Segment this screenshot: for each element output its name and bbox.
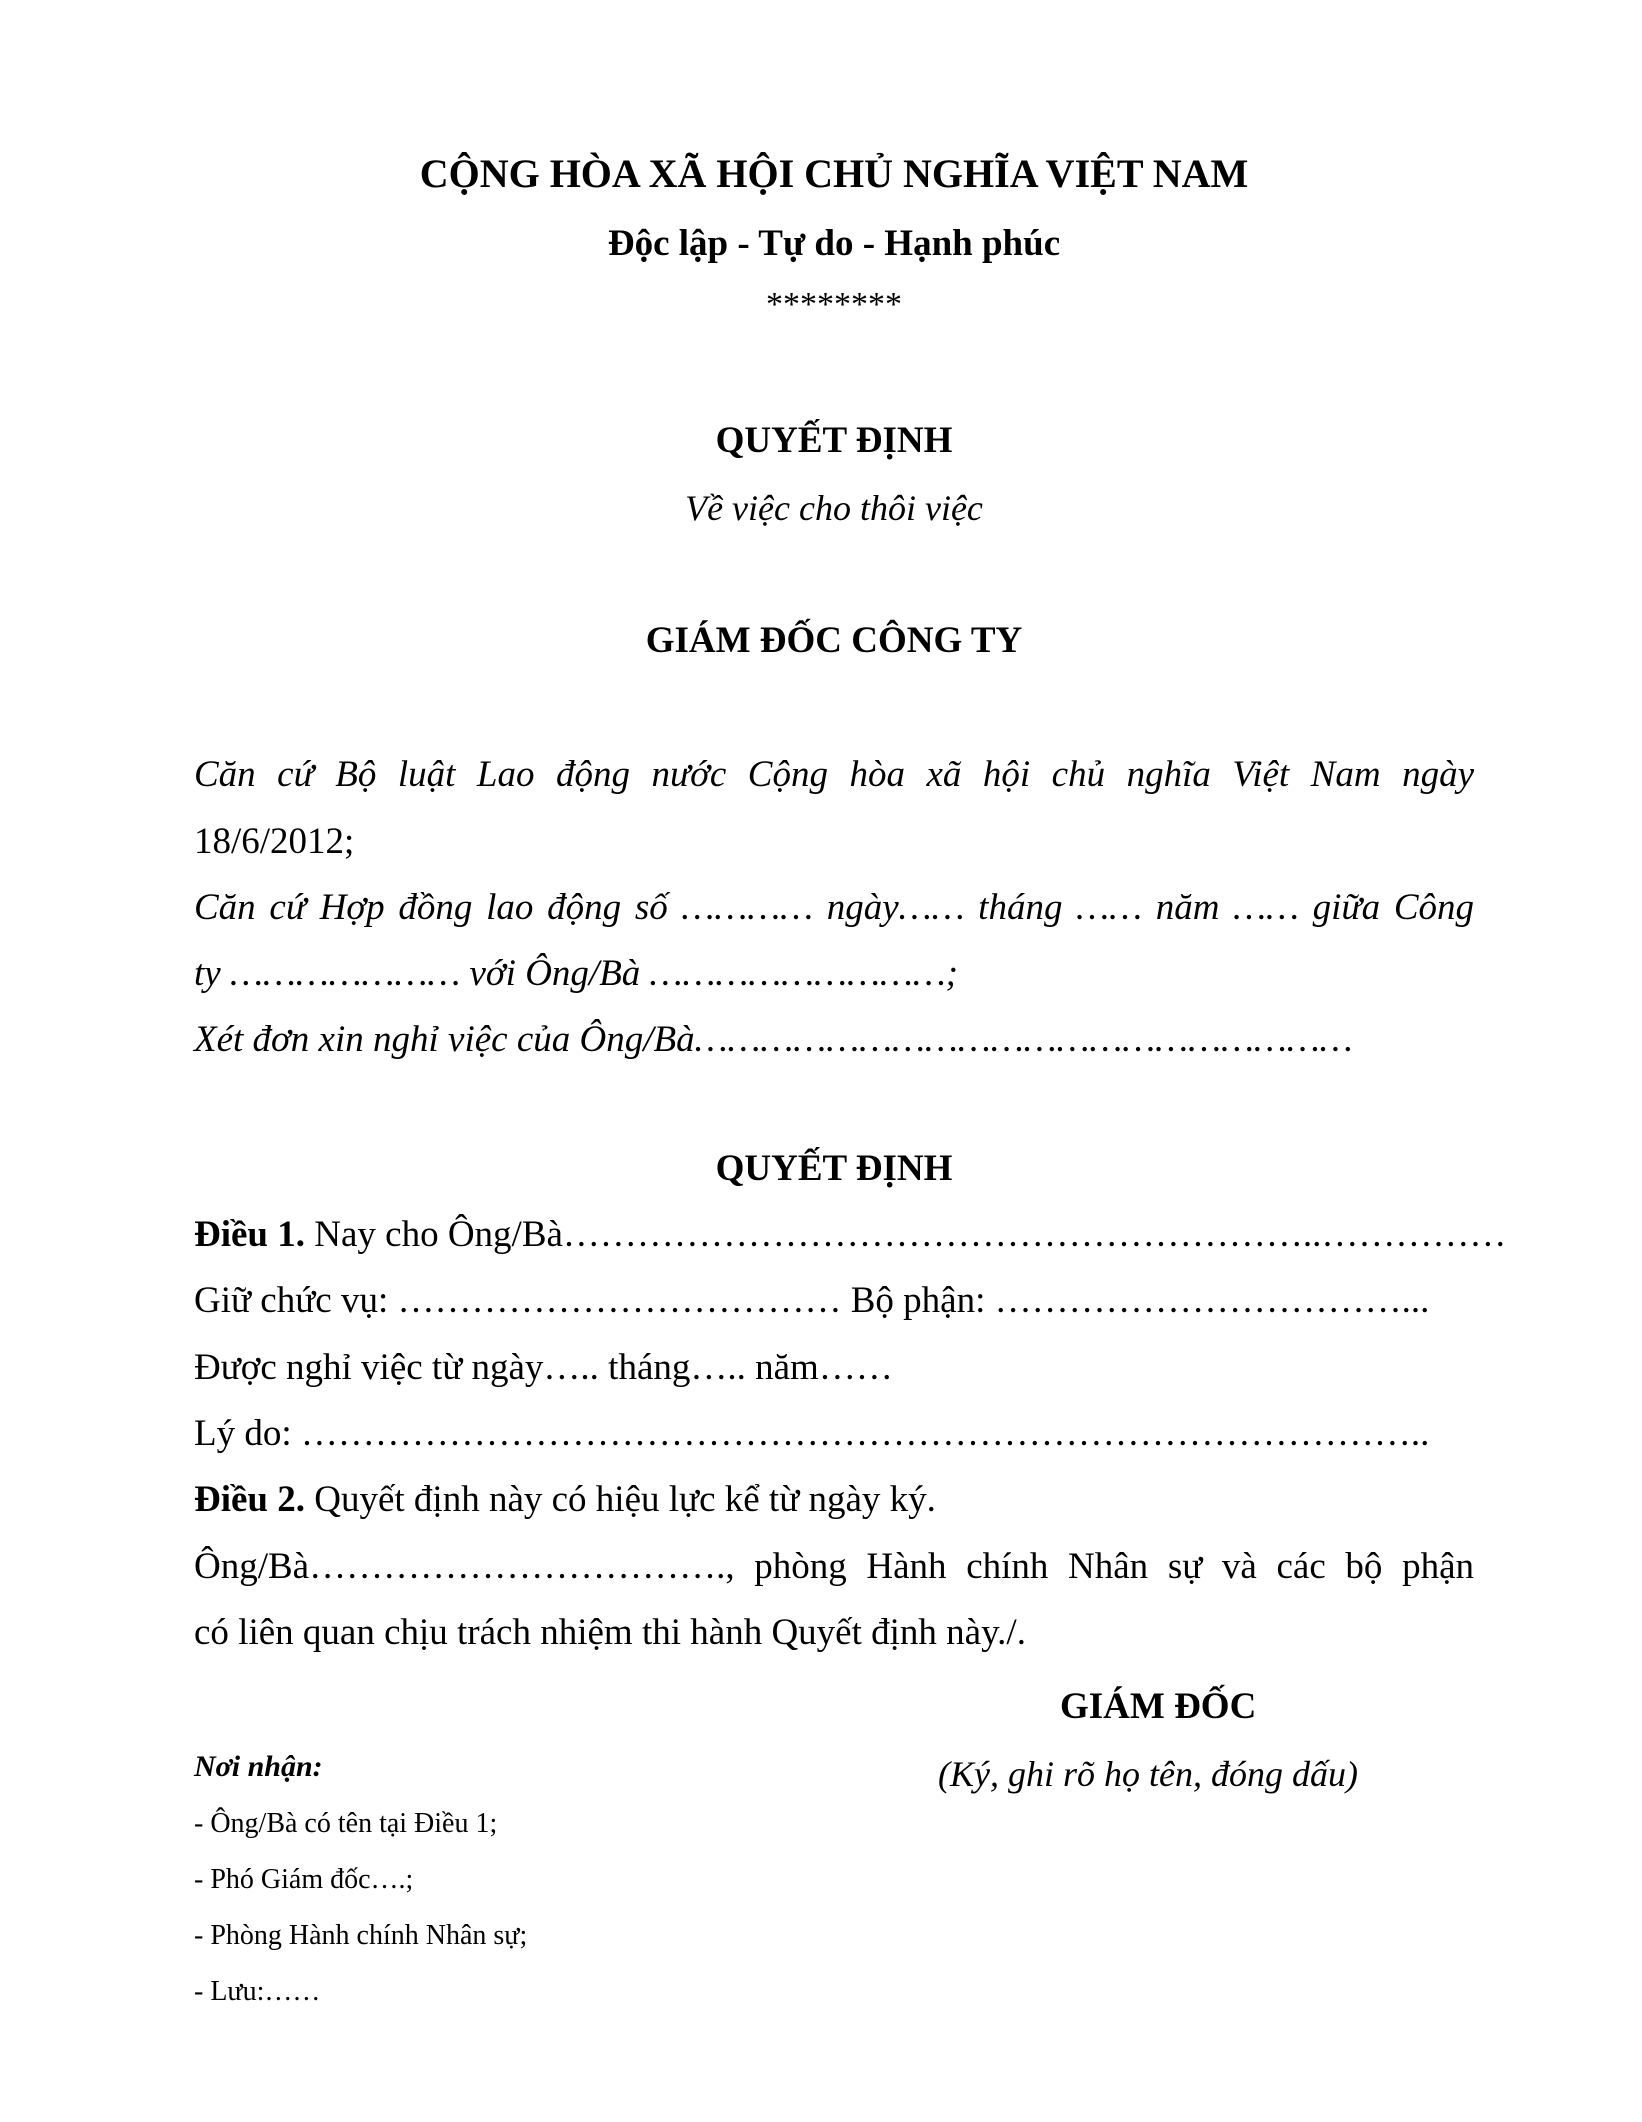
- position-line: Giữ chức vụ: ……………………………… Bộ phận: ……………………………...: [194, 1280, 1430, 1321]
- national-motto: Độc lập - Tự do - Hạnh phúc: [607, 223, 1061, 264]
- recipients-title: Nơi nhận:: [194, 1750, 323, 1783]
- decision-heading: QUYẾT ĐỊNH: [715, 1148, 953, 1189]
- recipient-item: - Lưu:……: [194, 1976, 321, 2007]
- article-2: [194, 1478, 936, 1521]
- preamble-line-1: Căn cứ Bộ luật Lao động nước Cộng hòa xã hội chủ nghĩa Việt Nam ngày: [194, 754, 1474, 795]
- article-1-text: Nay cho Ông/Bà……………………………………………………..……………: [305, 1214, 1507, 1255]
- article-2-label: Điều 2.: [194, 1479, 305, 1520]
- signature-title: GIÁM ĐỐC: [1060, 1686, 1257, 1727]
- responsible-line-1: Ông/Bà……………………………., phòng Hành chính Nhân sự và các bộ phận: [194, 1546, 1474, 1587]
- header-separator: ********: [766, 286, 902, 323]
- recipient-item: - Phòng Hành chính Nhân sự;: [194, 1920, 528, 1951]
- article-2-text: Quyết định này có hiệu lực kể từ ngày ký.: [305, 1479, 936, 1520]
- document-subject: Về việc cho thôi việc: [685, 488, 983, 528]
- signature-note: (Ký, ghi rõ họ tên, đóng dấu): [938, 1754, 1358, 1794]
- document-title: QUYẾT ĐỊNH: [715, 420, 953, 461]
- national-title: CỘNG HÒA XÃ HỘI CHỦ NGHĨA VIỆT NAM: [419, 151, 1249, 196]
- preamble-line-4: ty ………………… với Ông/Bà ………………………;: [194, 953, 958, 994]
- issuing-authority: GIÁM ĐỐC CÔNG TY: [645, 620, 1023, 661]
- recipient-item: - Phó Giám đốc….;: [194, 1864, 414, 1895]
- responsible-line-2: có liên quan chịu trách nhiệm thi hành Quyết định này./.: [194, 1612, 1026, 1653]
- article-1: [194, 1213, 1506, 1256]
- recipient-item: - Ông/Bà có tên tại Điều 1;: [194, 1808, 498, 1839]
- leave-date-line: Được nghỉ việc từ ngày….. tháng….. năm……: [194, 1347, 893, 1388]
- preamble-line-3: Căn cứ Hợp đồng lao động số ………… ngày…… tháng …… năm …… giữa Công: [194, 887, 1474, 928]
- article-1-label: Điều 1.: [194, 1214, 305, 1255]
- reason-line: Lý do: ………………………………………………………………………………..: [194, 1413, 1430, 1454]
- preamble-line-2: 18/6/2012;: [194, 821, 355, 862]
- preamble-line-5: Xét đơn xin nghỉ việc của Ông/Bà……………………………………………………: [194, 1019, 1353, 1060]
